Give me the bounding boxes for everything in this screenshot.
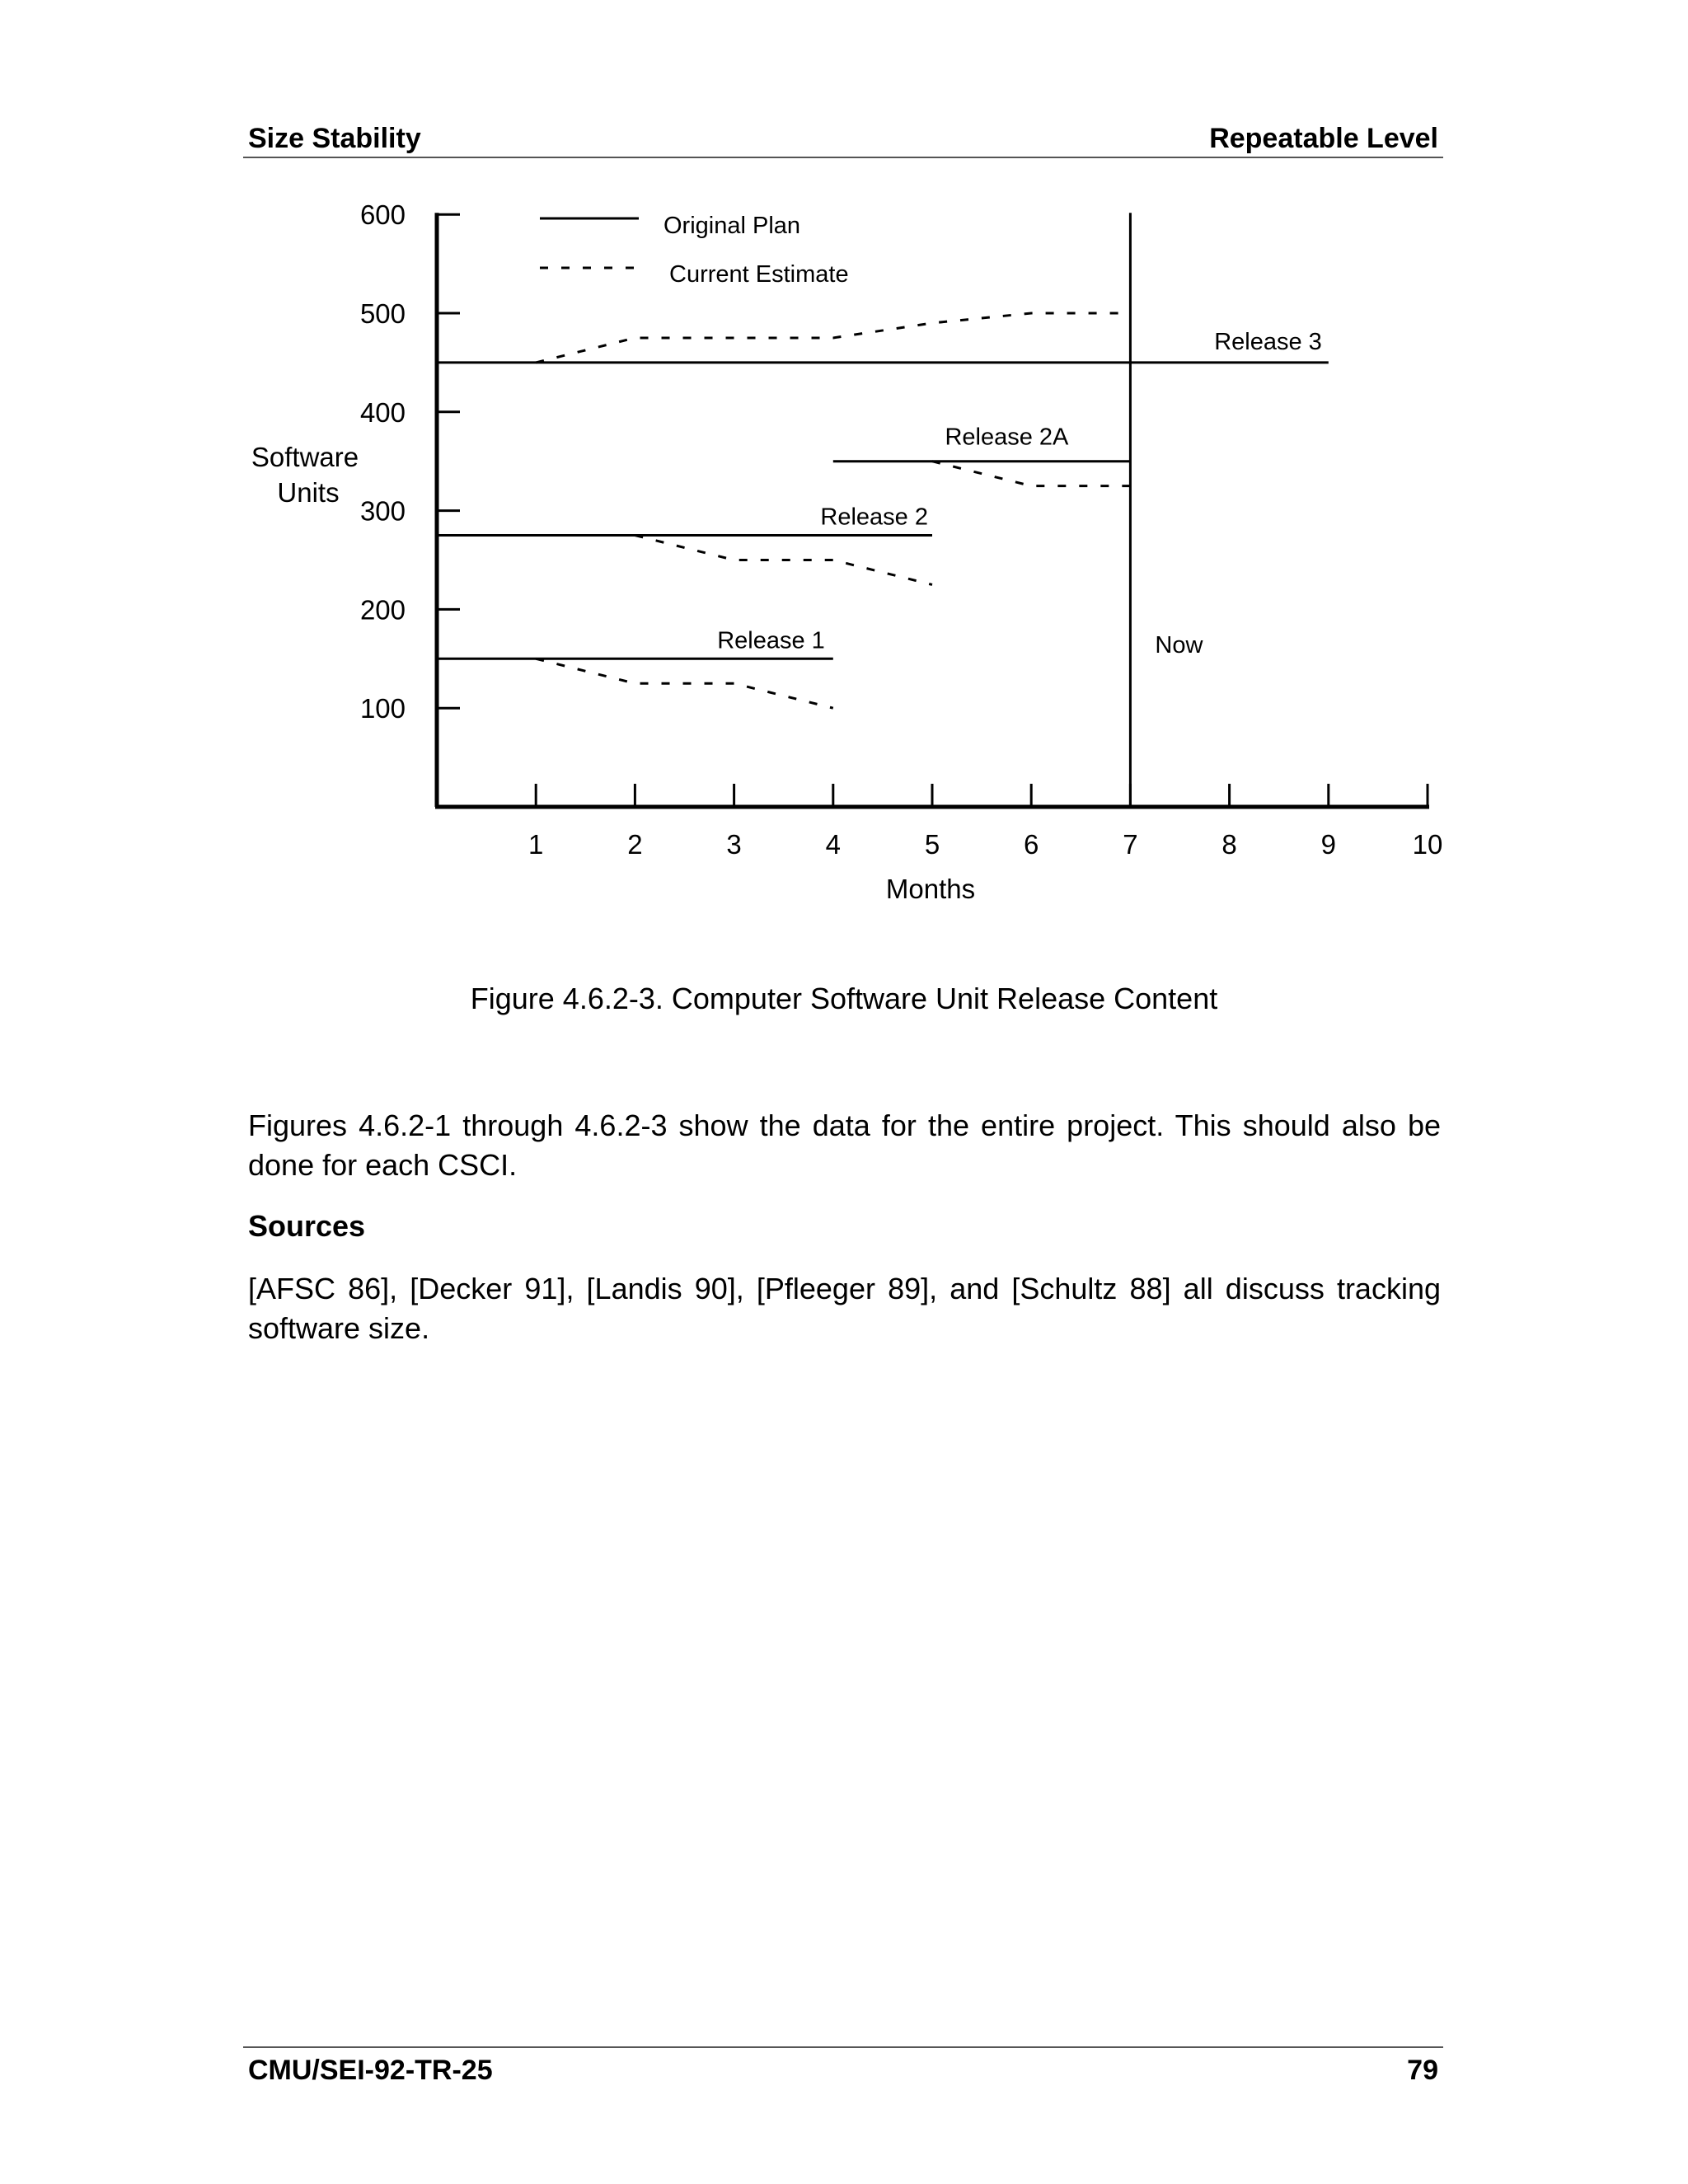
x-tick-label: 10	[1412, 829, 1443, 860]
release-2a-estimate-line	[932, 462, 1130, 486]
x-tick-label: 8	[1221, 829, 1237, 860]
release-2a-label: Release 2A	[945, 424, 1069, 451]
release-1-estimate-line	[536, 658, 833, 708]
now-marker-label: Now	[1155, 632, 1203, 658]
x-tick-label: 6	[1024, 829, 1039, 860]
chart-labels	[251, 213, 1322, 904]
running-header-title: Size Stability	[248, 123, 421, 154]
release-content-chart	[0, 0, 1688, 931]
release-2-label: Release 2	[820, 504, 928, 531]
release-3-estimate-line	[536, 313, 1130, 363]
x-tick-label: 2	[627, 829, 643, 860]
footer-rule	[243, 2046, 1443, 2048]
running-header-level: Repeatable Level	[1209, 123, 1438, 154]
y-tick-label: 300	[359, 495, 406, 527]
sources-heading: Sources	[248, 1209, 366, 1243]
x-tick-label: 1	[528, 829, 544, 860]
sources-paragraph: [AFSC 86], [Decker 91], [Landis 90], [Pfleeger 89], and [Schultz 88] all discuss tracking software size.	[248, 1272, 1441, 1345]
legend-current-estimate: Current Estimate	[669, 261, 849, 288]
y-axis-title: Software Units	[251, 442, 359, 508]
body-paragraph: Figures 4.6.2-1 through 4.6.2-3 show the data for the entire project. This should also be done for each CSCI.	[248, 1108, 1441, 1182]
y-tick-label: 100	[359, 693, 406, 724]
x-tick-label: 5	[924, 829, 940, 860]
legend-original-plan: Original Plan	[663, 213, 801, 239]
figure-caption: Figure 4.6.2-3. Computer Software Unit Release Content	[470, 982, 1218, 1015]
x-tick-label: 3	[726, 829, 742, 860]
release-3-label: Release 3	[1214, 328, 1322, 355]
release-1-label: Release 1	[717, 627, 825, 654]
y-tick-label: 500	[359, 298, 406, 329]
report-number: CMU/SEI-92-TR-25	[248, 2055, 493, 2086]
x-tick-label: 9	[1320, 829, 1336, 860]
page-number: 79	[1407, 2055, 1438, 2086]
chart-axes	[435, 213, 1429, 807]
y-tick-label: 200	[359, 594, 406, 626]
release-2-estimate-line	[635, 536, 932, 585]
x-tick-label: 7	[1123, 829, 1138, 860]
y-tick-label: 400	[359, 396, 406, 428]
y-tick-label: 600	[359, 199, 406, 231]
x-axis-title: Months	[885, 874, 976, 904]
x-tick-label: 4	[825, 829, 841, 860]
